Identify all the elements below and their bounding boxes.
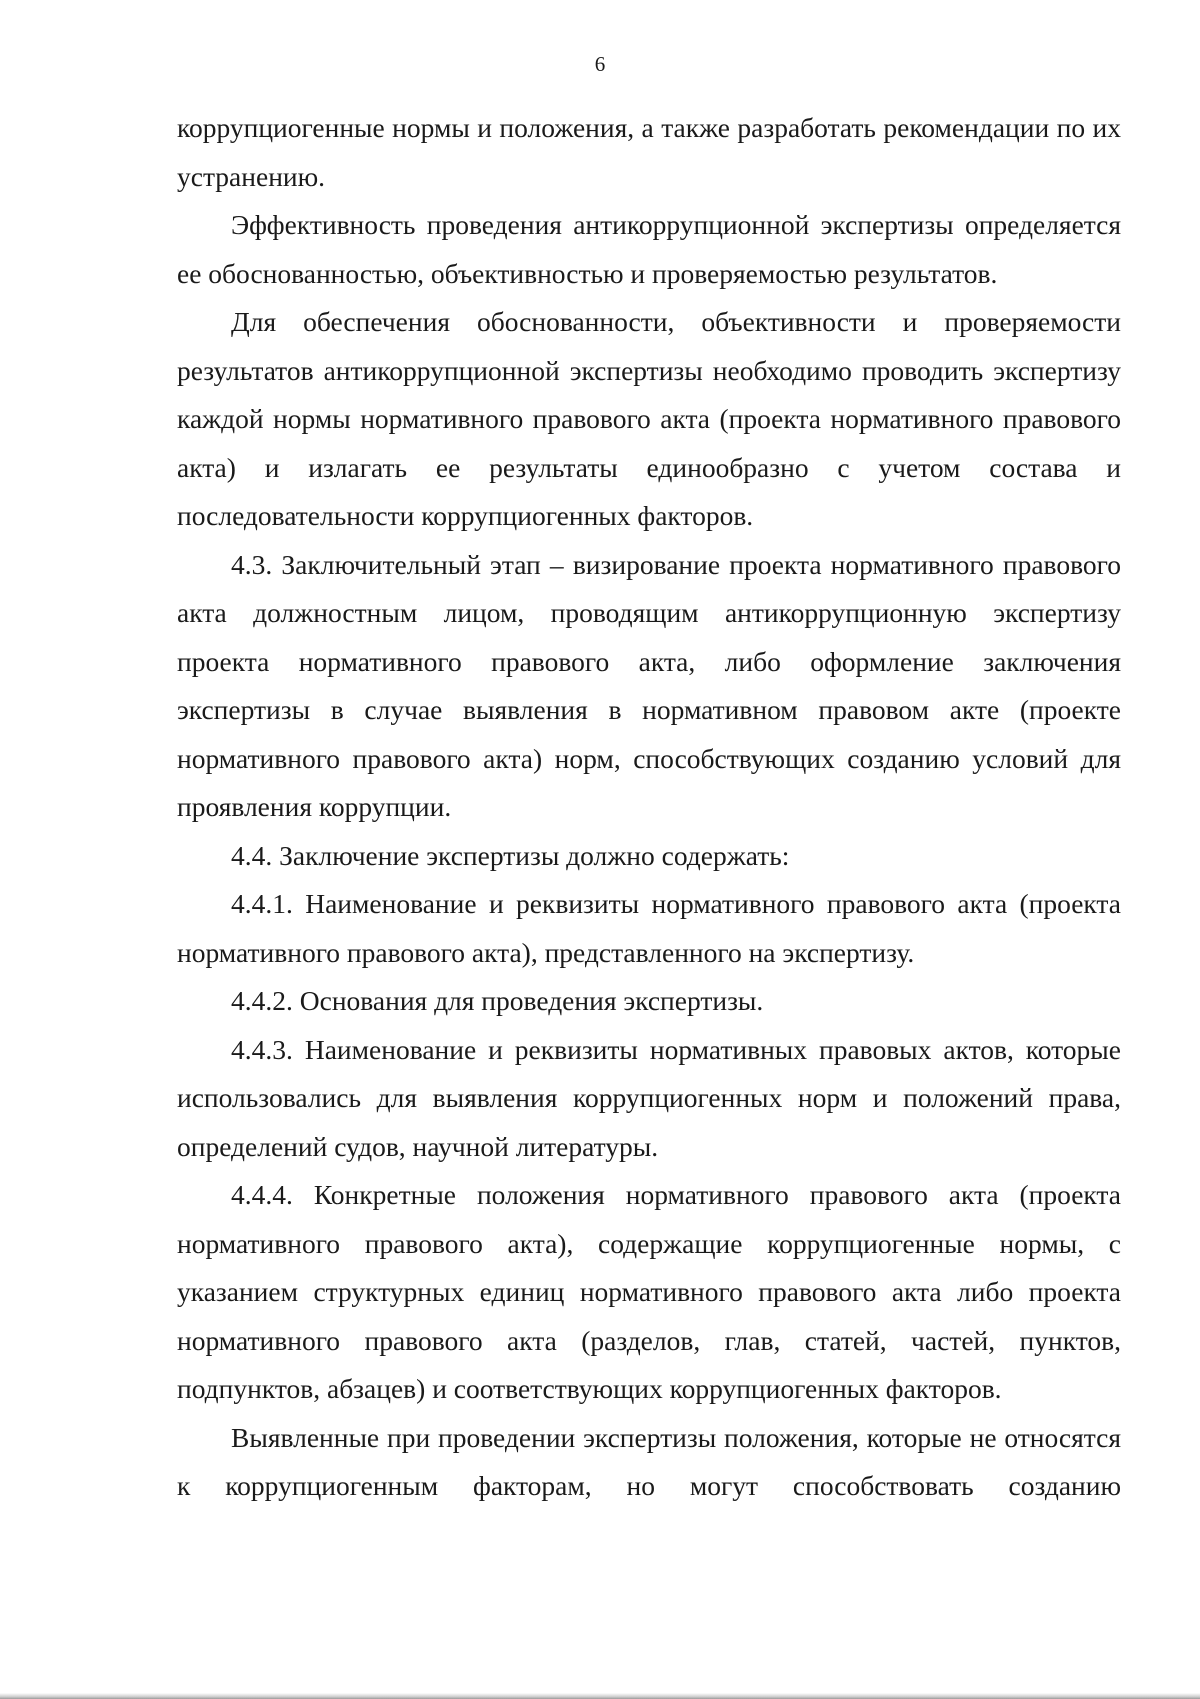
scan-edge-shadow bbox=[0, 1693, 1200, 1699]
document-body bbox=[177, 104, 1121, 1511]
paragraph-identified-provisions: Выявленные при проведении экспертизы положения, которые не относятся к коррупциогенным факторам, но могут способствовать созданию bbox=[177, 1421, 1121, 1501]
paragraph-continuation: коррупциогенные нормы и положения, а также разработать рекомендации по их устранению. bbox=[177, 112, 1121, 192]
paragraph-4-4-1: 4.4.1. Наименование и реквизиты нормативного правового акта (проекта нормативного правового акта), представленного на экспертизу. bbox=[177, 888, 1121, 968]
paragraph-4-4: 4.4. Заключение экспертизы должно содержать: bbox=[231, 839, 790, 871]
paragraph-4-4-4: 4.4.4. Конкретные положения нормативного правового акта (проекта нормативного правового акта), содержащие коррупциогенные нормы, с указанием структурных единиц нормативного правового акта либо проекта нормативного правового акта (разделов, глав, статей, частей, пунктов, подпунктов, абзацев) и соответствующих коррупциогенных факторов. bbox=[177, 1179, 1121, 1404]
page-number: 6 bbox=[594, 52, 606, 76]
paragraph-effectiveness: Эффективность проведения антикоррупционной экспертизы определяется ее обоснованностью, объективностью и проверяемостью результатов. bbox=[177, 209, 1121, 289]
paragraph-4-4-2: 4.4.2. Основания для проведения экспертизы. bbox=[231, 985, 764, 1016]
paragraph-4-3: 4.3. Заключительный этап – визирование проекта нормативного правового акта должностным лицом, проводящим антикоррупционную экспертизу проекта нормативного правового акта, либо оформление заключения экспертизы в случае выявления в нормативном правовом акте (проекте нормативного правового акта) норм, способствующих созданию условий для проявления коррупции. bbox=[177, 548, 1121, 822]
paragraph-validity: Для обеспечения обоснованности, объективности и проверяемости результатов антикоррупционной экспертизы необходимо проводить экспертизу каждой нормы нормативного правового акта (проекта нормативного правового акта) и излагать ее результаты единообразно с учетом состава и последовательности коррупциогенных факторов. bbox=[177, 306, 1121, 531]
paragraph-4-4-3: 4.4.3. Наименование и реквизиты нормативных правовых актов, которые использовались для выявления коррупциогенных норм и положений права, определений судов, научной литературы. bbox=[177, 1033, 1121, 1162]
